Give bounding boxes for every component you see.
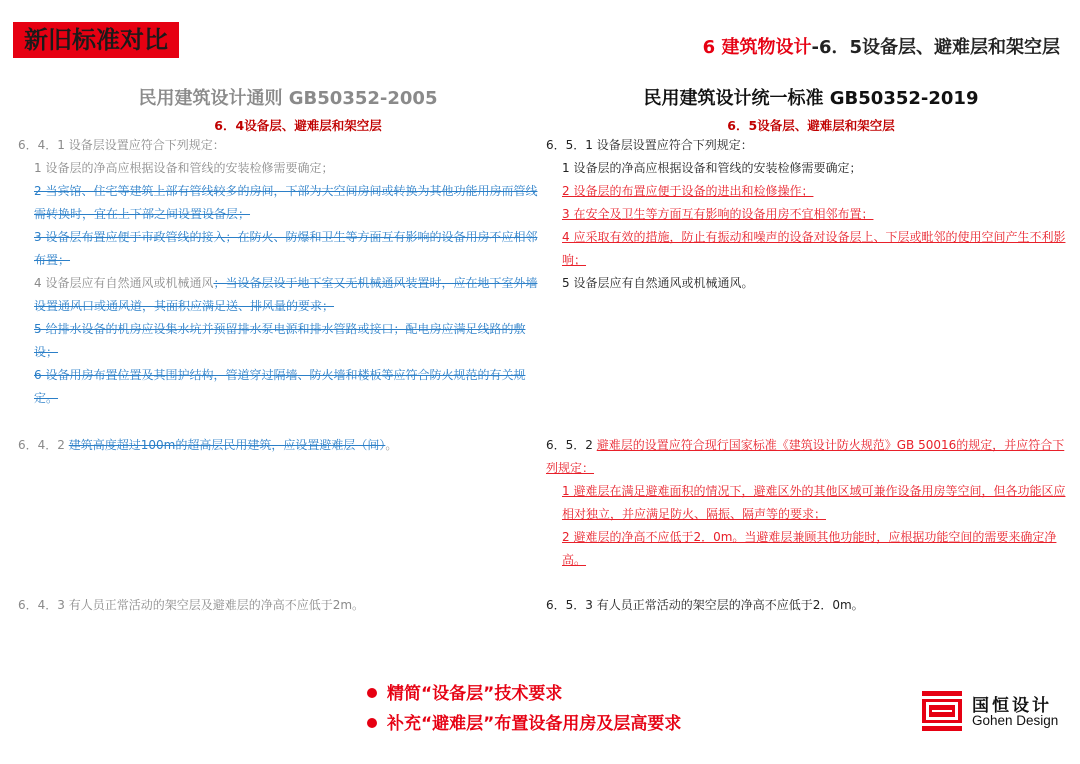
clause-653-text: 6．5．3 有人员正常活动的架空层的净高不应低于2．0m。 — [546, 598, 864, 612]
clause-641-item1: 1 设备层的净高应根据设备和管线的安装检修需要确定； — [34, 161, 334, 175]
new-standard-column — [546, 80, 1066, 295]
bullet-dot-icon — [367, 718, 377, 728]
bullet-dot-icon — [367, 688, 377, 698]
chapter-title-red: 6 建筑物设计 — [702, 37, 812, 58]
summary-item-text: 精简“设备层”技术要求 — [387, 684, 563, 704]
clause-652-item1-added: 1 避难层在满足避难面积的情况下，避难区外的其他区域可兼作设备用房等空间，但各功能区应相对独立，并应满足防火、隔振、隔声等的要求； — [562, 484, 1066, 521]
summary-list — [367, 680, 681, 740]
clause-643-text: 6．4．3 有人员正常活动的架空层及避难层的净高不应低于2m。 — [18, 598, 365, 612]
clause-642-tail: 。 — [385, 438, 398, 452]
page-badge: 新旧标准对比 — [13, 22, 179, 58]
clause-641-item2-deleted: 2 当宾馆、住宅等建筑上部有管线较多的房间，下部为大空间房间或转换为其他功能用房而管线需转换时，宜在上下部之间设置设备层； — [34, 184, 538, 221]
clause-641-head: 6．4．1 设备层设置应符合下列规定： — [18, 138, 225, 152]
chapter-title — [703, 33, 1060, 59]
clause-652-num: 6．5．2 — [546, 438, 597, 452]
summary-item — [367, 710, 681, 738]
clause-642 — [18, 434, 538, 457]
clause-641-item4-kept: 4 设备层应有自然通风或机械通风 — [34, 276, 214, 290]
clause-651-item5: 5 设备层应有自然通风或机械通风。 — [562, 276, 754, 290]
new-section-title: 6．5设备层、避难层和架空层 — [727, 118, 895, 133]
summary-item — [367, 680, 681, 708]
logo-en-text: Gohen Design — [972, 713, 1059, 728]
gohen-logo-icon — [922, 691, 962, 731]
clause-642-deleted: 建筑高度超过100m的超高层民用建筑，应设置避难层（间） — [68, 438, 386, 452]
clause-651-item3-added: 3 在安全及卫生等方面互有影响的设备用房不宜相邻布置； — [562, 207, 874, 221]
clause-652 — [546, 434, 1066, 572]
clause-653 — [546, 594, 1066, 617]
clause-651-item4-added: 4 应采取有效的措施，防止有振动和噪声的设备对设备层上、下层或毗邻的使用空间产生不利影响； — [562, 230, 1066, 267]
clause-651-head: 6．5．1 设备层设置应符合下列规定： — [546, 138, 753, 152]
old-standard-title: 民用建筑设计通则 GB50352-2005 — [138, 88, 438, 109]
chapter-title-rest: -6．5设备层、避难层和架空层 — [811, 37, 1060, 58]
clause-651-item1: 1 设备层的净高应根据设备和管线的安装检修需要确定； — [562, 161, 862, 175]
clause-641-item5-deleted: 5 给排水设备的机房应设集水坑并预留排水泵电源和排水管路或接口；配电房应满足线路的敷设； — [34, 322, 526, 359]
clause-641-item6-deleted: 6 设备用房布置位置及其围护结构，管道穿过隔墙、防火墙和楼板等应符合防火规范的有关规定。 — [34, 368, 526, 405]
new-standard-title: 民用建筑设计统一标准 GB50352-2019 — [643, 88, 979, 109]
clause-642-num: 6．4．2 — [18, 438, 69, 452]
old-standard-column — [18, 80, 538, 410]
clause-651-item2-added: 2 设备层的布置应便于设备的进出和检修操作； — [562, 184, 814, 198]
summary-item-text: 补充“避难层”布置设备用房及层高要求 — [387, 714, 682, 734]
clause-643 — [18, 594, 538, 617]
clause-652-added: 避难层的设置应符合现行国家标准《建筑设计防火规范》GB 50016的规定，并应符合下列规定： — [546, 438, 1065, 475]
old-section-title: 6．4设备层、避难层和架空层 — [214, 118, 382, 133]
clause-652-item2-added: 2 避难层的净高不应低于2．0m。当避难层兼顾其他功能时，应根据功能空间的需要来确定净高。 — [562, 530, 1057, 567]
logo-cn-text: 国恒设计 — [972, 696, 1052, 716]
clause-641-item4-deleted: ；当设备层设于地下室又无机械通风装置时，应在地下室外墙设置通风口或通风道，其面积应满足送、排风量的要求； — [34, 276, 538, 313]
clause-641-item3-deleted: 3 设备层布置应便于市政管线的接入；在防火、防爆和卫生等方面互有影响的设备用房不应相邻布置； — [34, 230, 538, 267]
